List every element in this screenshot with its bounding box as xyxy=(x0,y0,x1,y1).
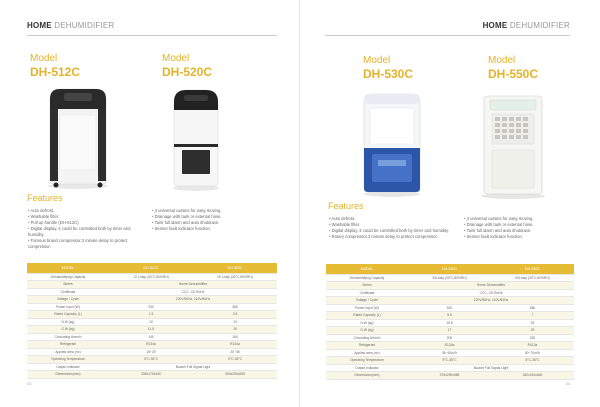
table-row xyxy=(27,296,277,304)
table-cell: Voltage / Cycle xyxy=(326,297,408,305)
table-cell: G.W (kg) xyxy=(326,327,408,335)
features-title: Features xyxy=(328,201,364,211)
table-cell: 5.5 xyxy=(408,312,491,320)
table-cell: Series xyxy=(326,282,408,290)
table-cell: Power Input (W) xyxy=(27,303,109,311)
feature-item: • Sensor fault indicator function. xyxy=(464,234,574,240)
table-cell: 5°C-35°C xyxy=(408,357,491,365)
model-label-dh-512c xyxy=(30,53,80,80)
model-caption: Model xyxy=(363,55,391,66)
table-cell: Bucket Full Signal Light xyxy=(109,363,277,371)
table-cell: Rated Capacity (L) xyxy=(27,311,109,319)
model-label-dh-530c xyxy=(363,55,413,82)
table-cell: 5°C-35°C xyxy=(491,357,574,365)
table-cell: Certificate xyxy=(27,288,109,296)
feature-item: • Washable filter. xyxy=(28,214,140,220)
table-cell: 35~45㎡/h xyxy=(408,349,491,357)
table-cell: Rated Capacity (L) xyxy=(326,312,408,320)
feature-item: • Tank full alarm and auto shutdown. xyxy=(152,220,272,226)
table-row xyxy=(326,304,574,312)
table-cell: Operating Temperature xyxy=(326,357,408,365)
table-cell: 17 xyxy=(408,327,491,335)
table-cell: Refrigerant xyxy=(326,342,408,350)
table-cell: 680 xyxy=(491,304,574,312)
table-cell: 300x290x535 xyxy=(193,371,277,379)
table-cell: 160 xyxy=(193,333,277,341)
table-cell: Dehumidifying Capacity xyxy=(27,273,109,281)
table-cell: 26 xyxy=(491,319,574,327)
table-row xyxy=(27,371,277,379)
table-row xyxy=(27,348,277,356)
table-row xyxy=(27,326,277,334)
table-cell: 29 xyxy=(491,327,574,335)
spec-table xyxy=(326,264,574,380)
table-row xyxy=(326,312,574,320)
table-cell: Output Indicator xyxy=(27,363,109,371)
table-row xyxy=(27,318,277,326)
table-row xyxy=(27,311,277,319)
feature-item: • Rotary compressor,3 minute delay to protect compressor. xyxy=(329,234,459,240)
table-row xyxy=(326,289,574,297)
table-cell: Voltage / Cycle xyxy=(27,296,109,304)
spec-table xyxy=(27,263,277,379)
dh-550c-product-image xyxy=(476,92,550,200)
table-header-row xyxy=(27,263,277,273)
table-cell: 200 xyxy=(408,334,491,342)
table-cell: 220V/50Hz, 110V/60Hz xyxy=(408,297,574,305)
table-row xyxy=(326,319,574,327)
table-cell: Series xyxy=(27,281,109,289)
model-caption: Model xyxy=(30,53,58,64)
table-header-row xyxy=(326,264,574,274)
table-row xyxy=(326,297,574,305)
feature-item: • Digital display, it could be controlled both by timer and humidity. xyxy=(329,228,459,234)
feature-item: • Drainage with tank or external hose. xyxy=(464,222,574,228)
table-row xyxy=(326,282,574,290)
table-cell: G.W (kg) xyxy=(27,326,109,334)
feature-item: • Sensor fault indicator function. xyxy=(152,226,272,232)
features-list-col2 xyxy=(152,208,272,232)
table-header-cell: DH-520C xyxy=(193,263,277,273)
table-cell: Circulating Airm³/h xyxy=(27,333,109,341)
table-row xyxy=(326,274,574,282)
table-row xyxy=(326,327,574,335)
feature-item: • Auto defrost. xyxy=(329,216,459,222)
table-cell: Applied area (m²) xyxy=(27,348,109,356)
table-cell: Operating Temperature xyxy=(27,356,109,364)
table-cell: Refrigerant xyxy=(27,341,109,349)
table-cell: CCC, CE,RoHs xyxy=(109,288,277,296)
table-cell: 20~35 xyxy=(193,348,277,356)
table-row xyxy=(326,349,574,357)
features-list-col2 xyxy=(464,216,574,240)
table-cell: 13 xyxy=(193,318,277,326)
model-label-dh-550c xyxy=(488,55,538,82)
features-list-col1 xyxy=(329,216,459,240)
table-header-cell: DH-512C xyxy=(109,263,193,273)
table-cell: 15~20 xyxy=(109,348,193,356)
table-row xyxy=(326,364,574,372)
table-row xyxy=(27,303,277,311)
feature-item: • Washable filter. xyxy=(329,222,459,228)
model-caption: Model xyxy=(162,53,190,64)
table-header-cell: MODEL xyxy=(326,264,408,274)
table-header-cell: DH-550C xyxy=(491,264,574,274)
header-light: DEHUMIDIFIER xyxy=(509,21,570,30)
model-name: DH-550C xyxy=(488,67,539,81)
table-cell: Power Input (W) xyxy=(326,304,408,312)
table-cell: Dimensions(mm) xyxy=(326,372,408,380)
table-cell: Output Indicator xyxy=(326,364,408,372)
table-cell: N.W (kg) xyxy=(326,319,408,327)
page-header xyxy=(483,21,570,30)
table-row xyxy=(27,356,277,364)
table-row xyxy=(326,357,574,365)
table-cell: N.W (kg) xyxy=(27,318,109,326)
model-name: DH-530C xyxy=(363,67,414,81)
feature-item: • Auto defrost. xyxy=(28,208,140,214)
right-page xyxy=(300,0,600,407)
table-row xyxy=(326,342,574,350)
table-row xyxy=(27,333,277,341)
table-cell: R134a xyxy=(408,342,491,350)
table-row xyxy=(326,334,574,342)
table-cell: 520 xyxy=(408,304,491,312)
page-number: 33 xyxy=(27,381,32,386)
table-cell: 140 xyxy=(109,333,193,341)
table-cell: 380 xyxy=(193,303,277,311)
table-cell: 3.5 xyxy=(193,311,277,319)
table-cell: Dehumidifying Capacity xyxy=(326,274,408,282)
table-cell: Circulating Airm³/h xyxy=(326,334,408,342)
feature-item: • 4 universal castors for easy moving. xyxy=(464,216,574,222)
table-cell: 340x410x640 xyxy=(491,372,574,380)
table-cell: Home Dehumidifier xyxy=(109,281,277,289)
table-row xyxy=(27,341,277,349)
header-rule xyxy=(325,35,570,36)
table-cell: Bucket Full Signal Light xyxy=(408,364,574,372)
table-cell: R410a xyxy=(491,342,574,350)
dh-512c-product-image xyxy=(42,85,114,190)
table-cell: 30L/day (30°C,80%RH) xyxy=(408,274,491,282)
table-cell: 5°C-35°C xyxy=(109,356,193,364)
table-cell: 50~70㎡/h xyxy=(491,349,574,357)
table-header-cell: MODEL xyxy=(27,263,109,273)
table-cell: 15.5 xyxy=(408,319,491,327)
table-cell: 10 xyxy=(109,318,193,326)
model-label-dh-520c xyxy=(162,53,212,80)
feature-item: • 4 universal castors for easy moving. xyxy=(152,208,272,214)
table-row xyxy=(27,281,277,289)
table-cell: 220V/50Hz, 110V/60Hz xyxy=(109,296,277,304)
model-caption: Model xyxy=(488,55,516,66)
table-cell: 1.5 xyxy=(109,311,193,319)
features-title: Features xyxy=(27,193,63,203)
feature-item: • Pull up handle (DH-512C) xyxy=(28,220,140,226)
dh-520c-product-image xyxy=(168,86,224,192)
table-row xyxy=(27,273,277,281)
dh-530c-product-image xyxy=(358,90,426,198)
header-rule xyxy=(27,35,277,36)
model-name: DH-512C xyxy=(30,65,81,79)
table-row xyxy=(27,363,277,371)
table-cell: 320 xyxy=(491,334,574,342)
table-cell: 375x290x565 xyxy=(408,372,491,380)
model-name: DH-520C xyxy=(162,65,213,79)
table-cell: CCC, CE,RoHs xyxy=(408,289,574,297)
table-cell: Applied area (m²) xyxy=(326,349,408,357)
table-cell: 20 L/day (30°C,80%RH) xyxy=(193,273,277,281)
header-light: DEHUMIDIFIER xyxy=(54,21,115,30)
table-cell: 12 L/day (30°C,80%RH) xyxy=(109,273,193,281)
table-cell: R134a xyxy=(109,341,193,349)
table-cell: Dimensions(mm) xyxy=(27,371,109,379)
table-cell: R134a xyxy=(193,341,277,349)
table-cell: 50L/day (30°C,80%RH) xyxy=(491,274,574,282)
table-cell: Certificate xyxy=(326,289,408,297)
feature-item: • Tank full alarm and auto shutdown. xyxy=(464,228,574,234)
header-bold: HOME xyxy=(482,21,508,30)
table-cell: Home Dehumidifier xyxy=(408,282,574,290)
table-cell: 11.5 xyxy=(109,326,193,334)
table-cell: 7 xyxy=(491,312,574,320)
table-cell: 230 xyxy=(109,303,193,311)
table-cell: 335x170x440 xyxy=(109,371,193,379)
features-list-col1 xyxy=(28,208,140,250)
feature-item: • Famous brand compressor,3 minute delay to protect compressor. xyxy=(28,238,140,250)
page-header xyxy=(27,21,114,30)
feature-item: • Drainage with tank or external hose. xyxy=(152,214,272,220)
table-cell: 5°C-35°C xyxy=(193,356,277,364)
table-cell: 15 xyxy=(193,326,277,334)
header-bold: HOME xyxy=(27,21,52,30)
table-header-cell: DH-530C xyxy=(408,264,491,274)
feature-item: • Digital display, it could be controlled both by timer and humidity. xyxy=(28,226,140,238)
table-row xyxy=(27,288,277,296)
table-row xyxy=(326,372,574,380)
page-number: 34 xyxy=(565,381,570,386)
